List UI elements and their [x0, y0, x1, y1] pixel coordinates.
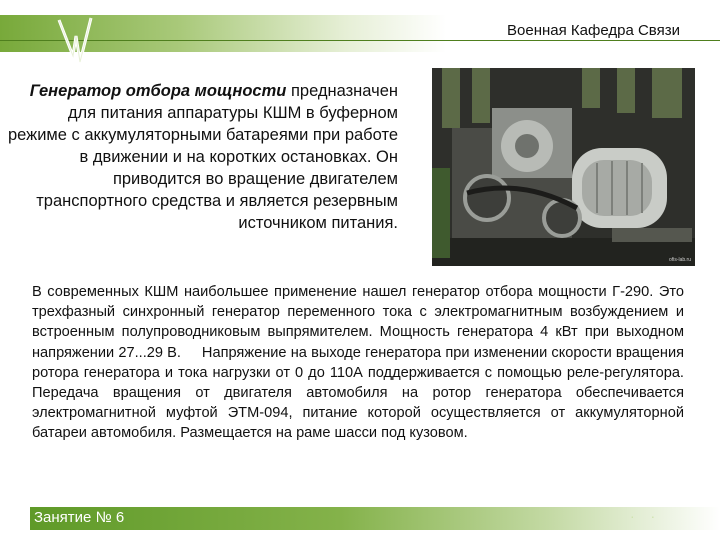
header-divider	[0, 40, 720, 41]
header-title: Военная Кафедра Связи	[507, 22, 680, 39]
body-paragraph: В современных КШМ наибольшее применение нашел генератор отбора мощности Г-290. Это трехфазный синхронный генератор переменного тока с электромагнитным возбуждением и встроенным полупроводниковым выпрямителем. Мощность генератора 4 кВт при выходном напряжении 27...29 В. Напряжение на выходе генератора при изменении скорости вращения ротора генератора и тока нагрузки от 0 до 110А поддерживается с помощью реле-регулятора. Передача вращения от двигателя автомобиля на ротор генератора обеспечивается электромагнитной муфтой ЭТМ-094, питание которой осуществляется от аккумуляторной батареи автомобиля. Размещается на раме шасси под кузовом.	[32, 284, 689, 442]
generator-photo	[432, 68, 695, 266]
lightning-bolt-icon	[55, 14, 95, 64]
intro-paragraph	[6, 80, 398, 234]
footer-band	[30, 507, 720, 530]
intro-text: предназначен для питания аппаратуры КШМ в буферном режиме с аккумуляторными батареями при работе в движении и на коротких остановках. Он приводится во вращение двигателем транспортного средства и является резервным источником питания.	[8, 82, 398, 232]
intro-emphasis: Генератор отбора мощности	[29, 82, 287, 100]
footer-dots: · ·	[630, 508, 662, 524]
photo-watermark: ofis-lab.ru	[669, 257, 691, 263]
footer-lesson-label: Занятие № 6	[34, 509, 125, 526]
generator-engine-photo	[432, 68, 695, 266]
